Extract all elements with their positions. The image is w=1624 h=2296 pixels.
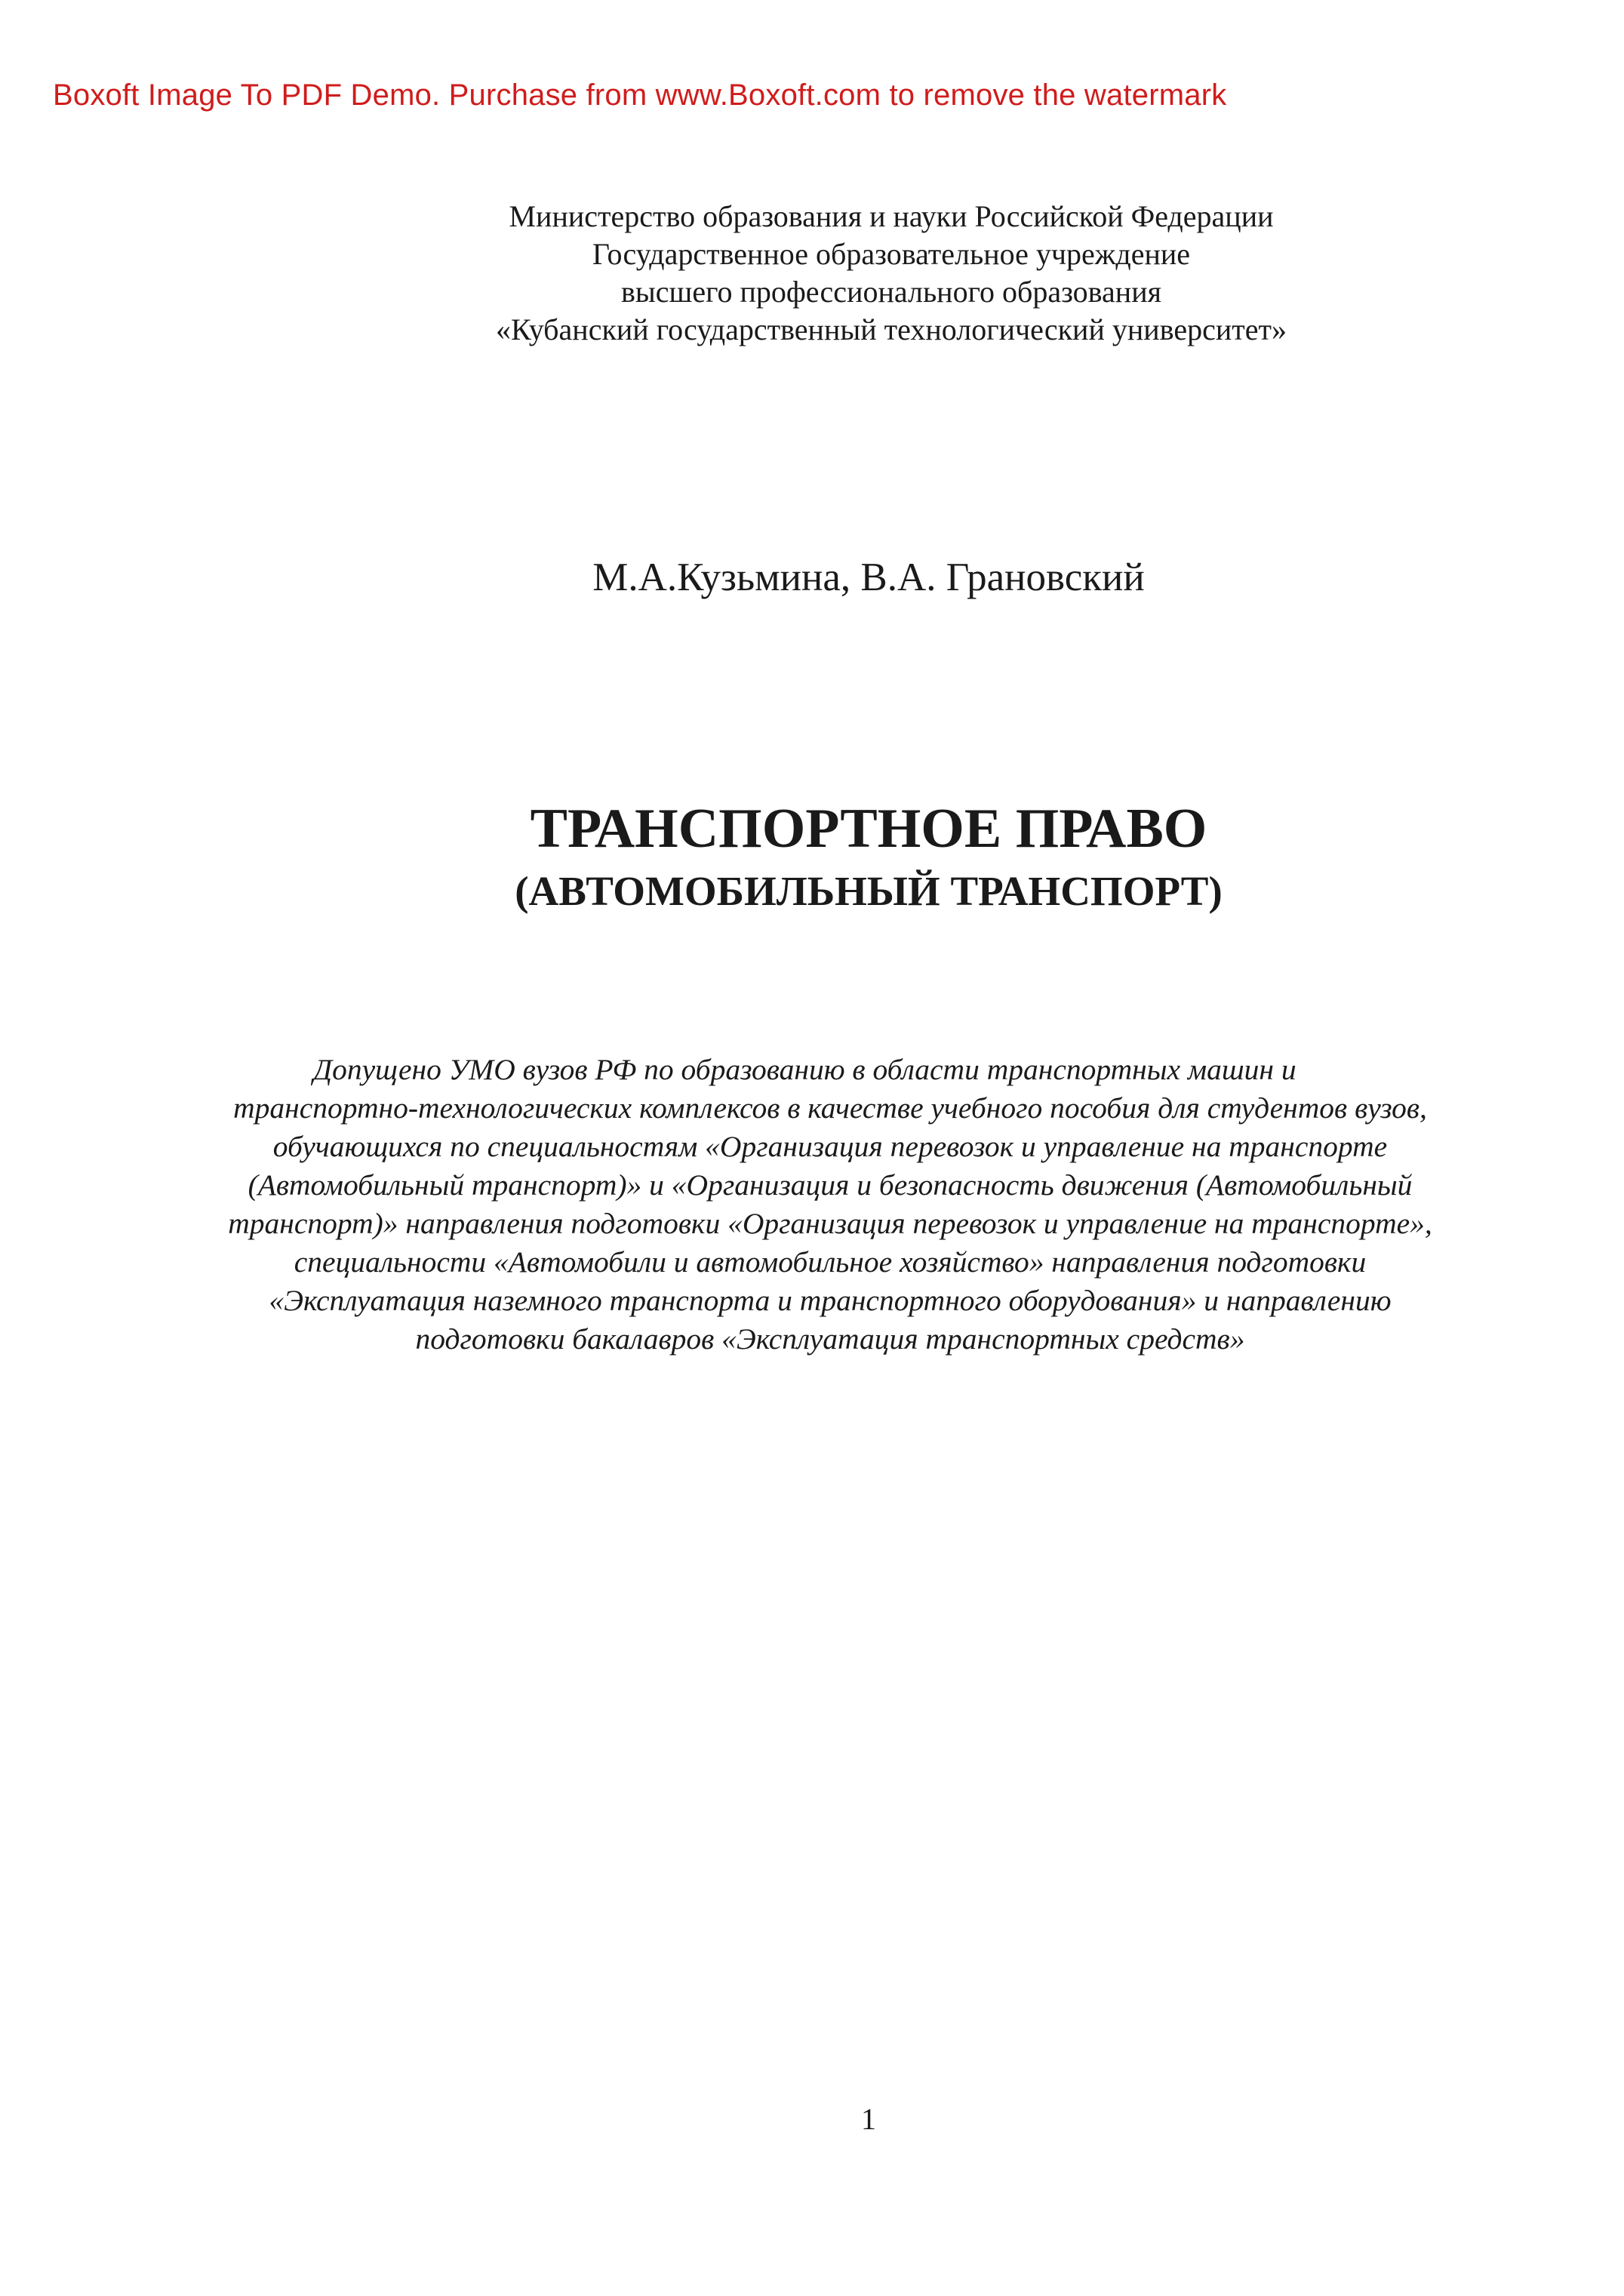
authors: М.А.Кузьмина, В.А. Грановский bbox=[592, 556, 1145, 599]
approval-line: подготовки бакалавров «Эксплуатация транспортных средств» bbox=[415, 1322, 1245, 1356]
education-level-line: высшего профессионального образования bbox=[621, 275, 1161, 309]
approval-line: (Автомобильный транспорт)» и «Организация и безопасность движения (Автомобильный bbox=[248, 1168, 1413, 1202]
approval-line: транспортно-технологических комплексов в качестве учебного пособия для студентов вузов, bbox=[233, 1091, 1427, 1125]
ministry-line: Министерство образования и науки Российской Федерации bbox=[509, 199, 1274, 233]
approval-line: Допущено УМО вузов РФ по образованию в области транспортных машин и bbox=[313, 1053, 1296, 1086]
watermark-text: Boxoft Image To PDF Demo. Purchase from www.Boxoft.com to remove the watermark bbox=[53, 78, 1227, 112]
institution-header bbox=[0, 198, 1624, 349]
institution-type-line: Государственное образовательное учреждение bbox=[592, 237, 1191, 271]
university-name-line: «Кубанский государственный технологический университет» bbox=[496, 312, 1287, 346]
approval-line: транспорт)» направления подготовки «Организация перевозок и управление на транспорте», bbox=[228, 1207, 1432, 1240]
page-number: 1 bbox=[861, 2102, 876, 2136]
book-title-block bbox=[0, 793, 1624, 918]
book-title: ТРАНСПОРТНОЕ ПРАВО bbox=[530, 798, 1207, 860]
book-subtitle: (АВТОМОБИЛЬНЫЙ ТРАНСПОРТ) bbox=[515, 868, 1223, 914]
approval-line: обучающихся по специальностям «Организация перевозок и управление на транспорте bbox=[272, 1130, 1388, 1163]
approval-line: специальности «Автомобили и автомобильное хозяйство» направления подготовки bbox=[294, 1245, 1367, 1279]
approval-statement bbox=[151, 1051, 1509, 1359]
approval-line: «Эксплуатация наземного транспорта и транспортного оборудования» и направлению bbox=[269, 1284, 1392, 1317]
